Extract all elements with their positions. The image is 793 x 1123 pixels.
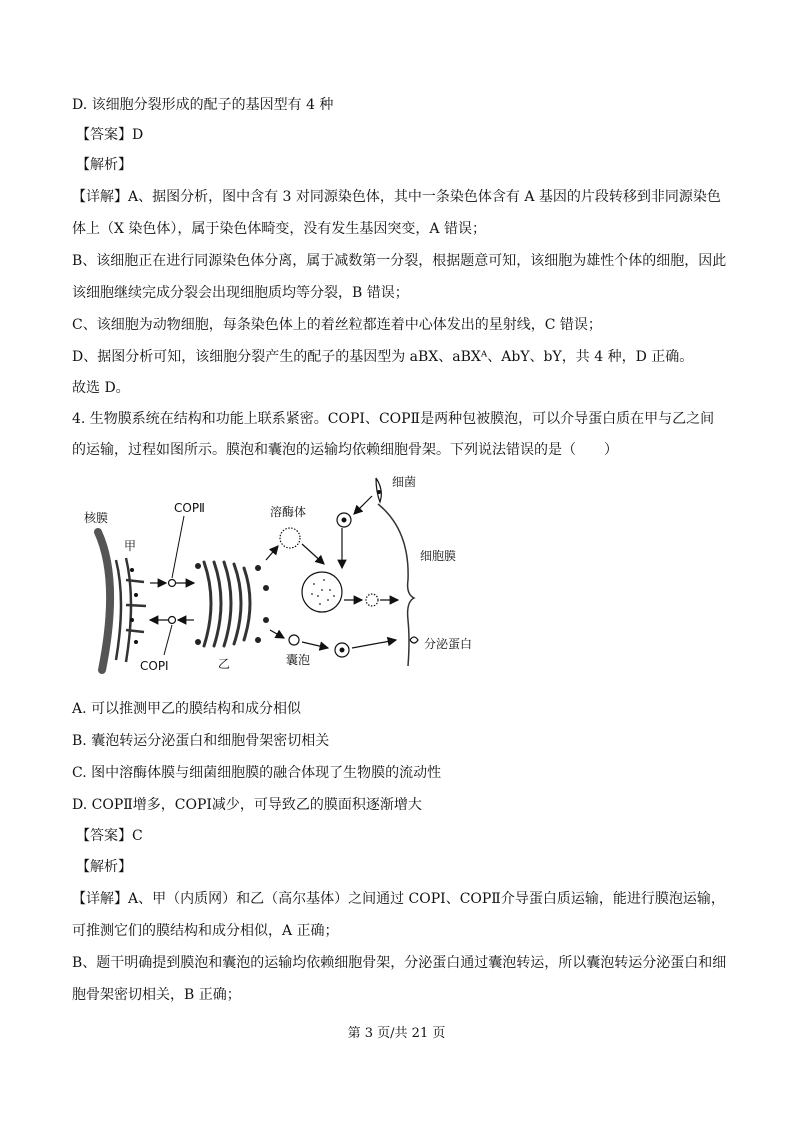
figure-svg — [80, 470, 500, 680]
text-line: C、该细胞为动物细胞，每条染色体上的着丝粒都连着中心体发出的星射线，C 错误； — [72, 317, 602, 333]
option-c: C. 图中溶酶体膜与细菌细胞膜的融合体现了生物膜的流动性 — [72, 765, 442, 781]
label-vesicle: 囊泡 — [286, 653, 311, 667]
nuclear-membrane-shape — [98, 532, 110, 670]
page-footer: 第 3 页/共 21 页 — [347, 1026, 446, 1041]
vesicle-shape — [289, 635, 299, 645]
secondary-lysosome-shape — [302, 572, 342, 612]
question-stem: 4. 生物膜系统在结构和功能上联系紧密。COPⅠ、COPⅡ是两种包被膜泡，可以介导蛋白质在甲与乙之间 — [72, 411, 715, 427]
analysis-label: 【解析】 — [76, 157, 132, 173]
label-cell-membrane: 细胞膜 — [420, 549, 457, 563]
option-b: B. 囊泡转运分泌蛋白和细胞骨架密切相关 — [72, 733, 330, 749]
label-yi: 乙 — [218, 657, 231, 671]
text-line: 体上（X 染色体），属于染色体畸变，没有发生基因突变，A 错误； — [72, 221, 486, 237]
lysosome-shape — [280, 528, 300, 548]
text-line: D、据图分析可知，该细胞分裂产生的配子的基因型为 aBX、aBXᴬ、AbY、bY，共 4 种，D 正确。 — [72, 349, 694, 365]
text-line: D. 该细胞分裂形成的配子的基因型有 4 种 — [72, 97, 334, 113]
text-line: 故选 D。 — [72, 380, 130, 396]
text-line: B、题干明确提到膜泡和囊泡的运输均依赖细胞骨架，分泌蛋白通过囊泡转运，所以囊泡转运分泌蛋白和细 — [72, 955, 727, 971]
text-line: 胞骨架密切相关，B 正确； — [72, 987, 241, 1003]
label-copi: COPⅠ — [140, 659, 169, 673]
text-line: 【详解】A、甲（内质网）和乙（高尔基体）之间通过 COPⅠ、COPⅡ介导蛋白质运输，能进行膜泡运输， — [72, 891, 725, 907]
text-line: B、该细胞正在进行同源染色体分离，属于减数第一分裂，根据题意可知，该细胞为雄性个体的细胞，因此 — [72, 253, 727, 269]
text-line: 可推测它们的膜结构和成分相似，A 正确； — [72, 923, 339, 939]
label-copii: COPⅡ — [174, 501, 205, 515]
golgi-shape — [204, 562, 250, 646]
label-bacteria: 细菌 — [392, 475, 417, 489]
label-secretory-protein: 分泌蛋白 — [424, 637, 473, 651]
option-a: A. 可以推测甲乙的膜结构和成分相似 — [72, 701, 302, 717]
copii-vesicle — [169, 580, 176, 587]
text-line: 【详解】A、据图分析，图中含有 3 对同源染色体，其中一条染色体含有 A 基因的片段转移到非同源染色 — [72, 189, 721, 205]
label-nuclear-membrane: 核膜 — [84, 511, 109, 525]
text-line: 该细胞继续完成分裂会出现细胞质均等分裂，B 错误； — [72, 285, 409, 301]
question-stem: 的运输，过程如图所示。膜泡和囊泡的运输均依赖细胞骨架。下列说法错误的是（ ） — [72, 442, 618, 458]
answer-label: 【答案】C — [76, 828, 143, 844]
bacteria-shape — [376, 478, 381, 502]
option-d: D. COPⅡ增多，COPⅠ减少，可导致乙的膜面积逐渐增大 — [72, 797, 422, 813]
membrane-transport-figure — [80, 470, 500, 680]
label-jia: 甲 — [124, 539, 137, 553]
er-shape — [116, 558, 146, 662]
analysis-label: 【解析】 — [76, 859, 132, 875]
label-lysosome: 溶酶体 — [270, 505, 307, 519]
answer-label: 【答案】D — [76, 127, 144, 143]
copi-vesicle — [169, 617, 176, 624]
